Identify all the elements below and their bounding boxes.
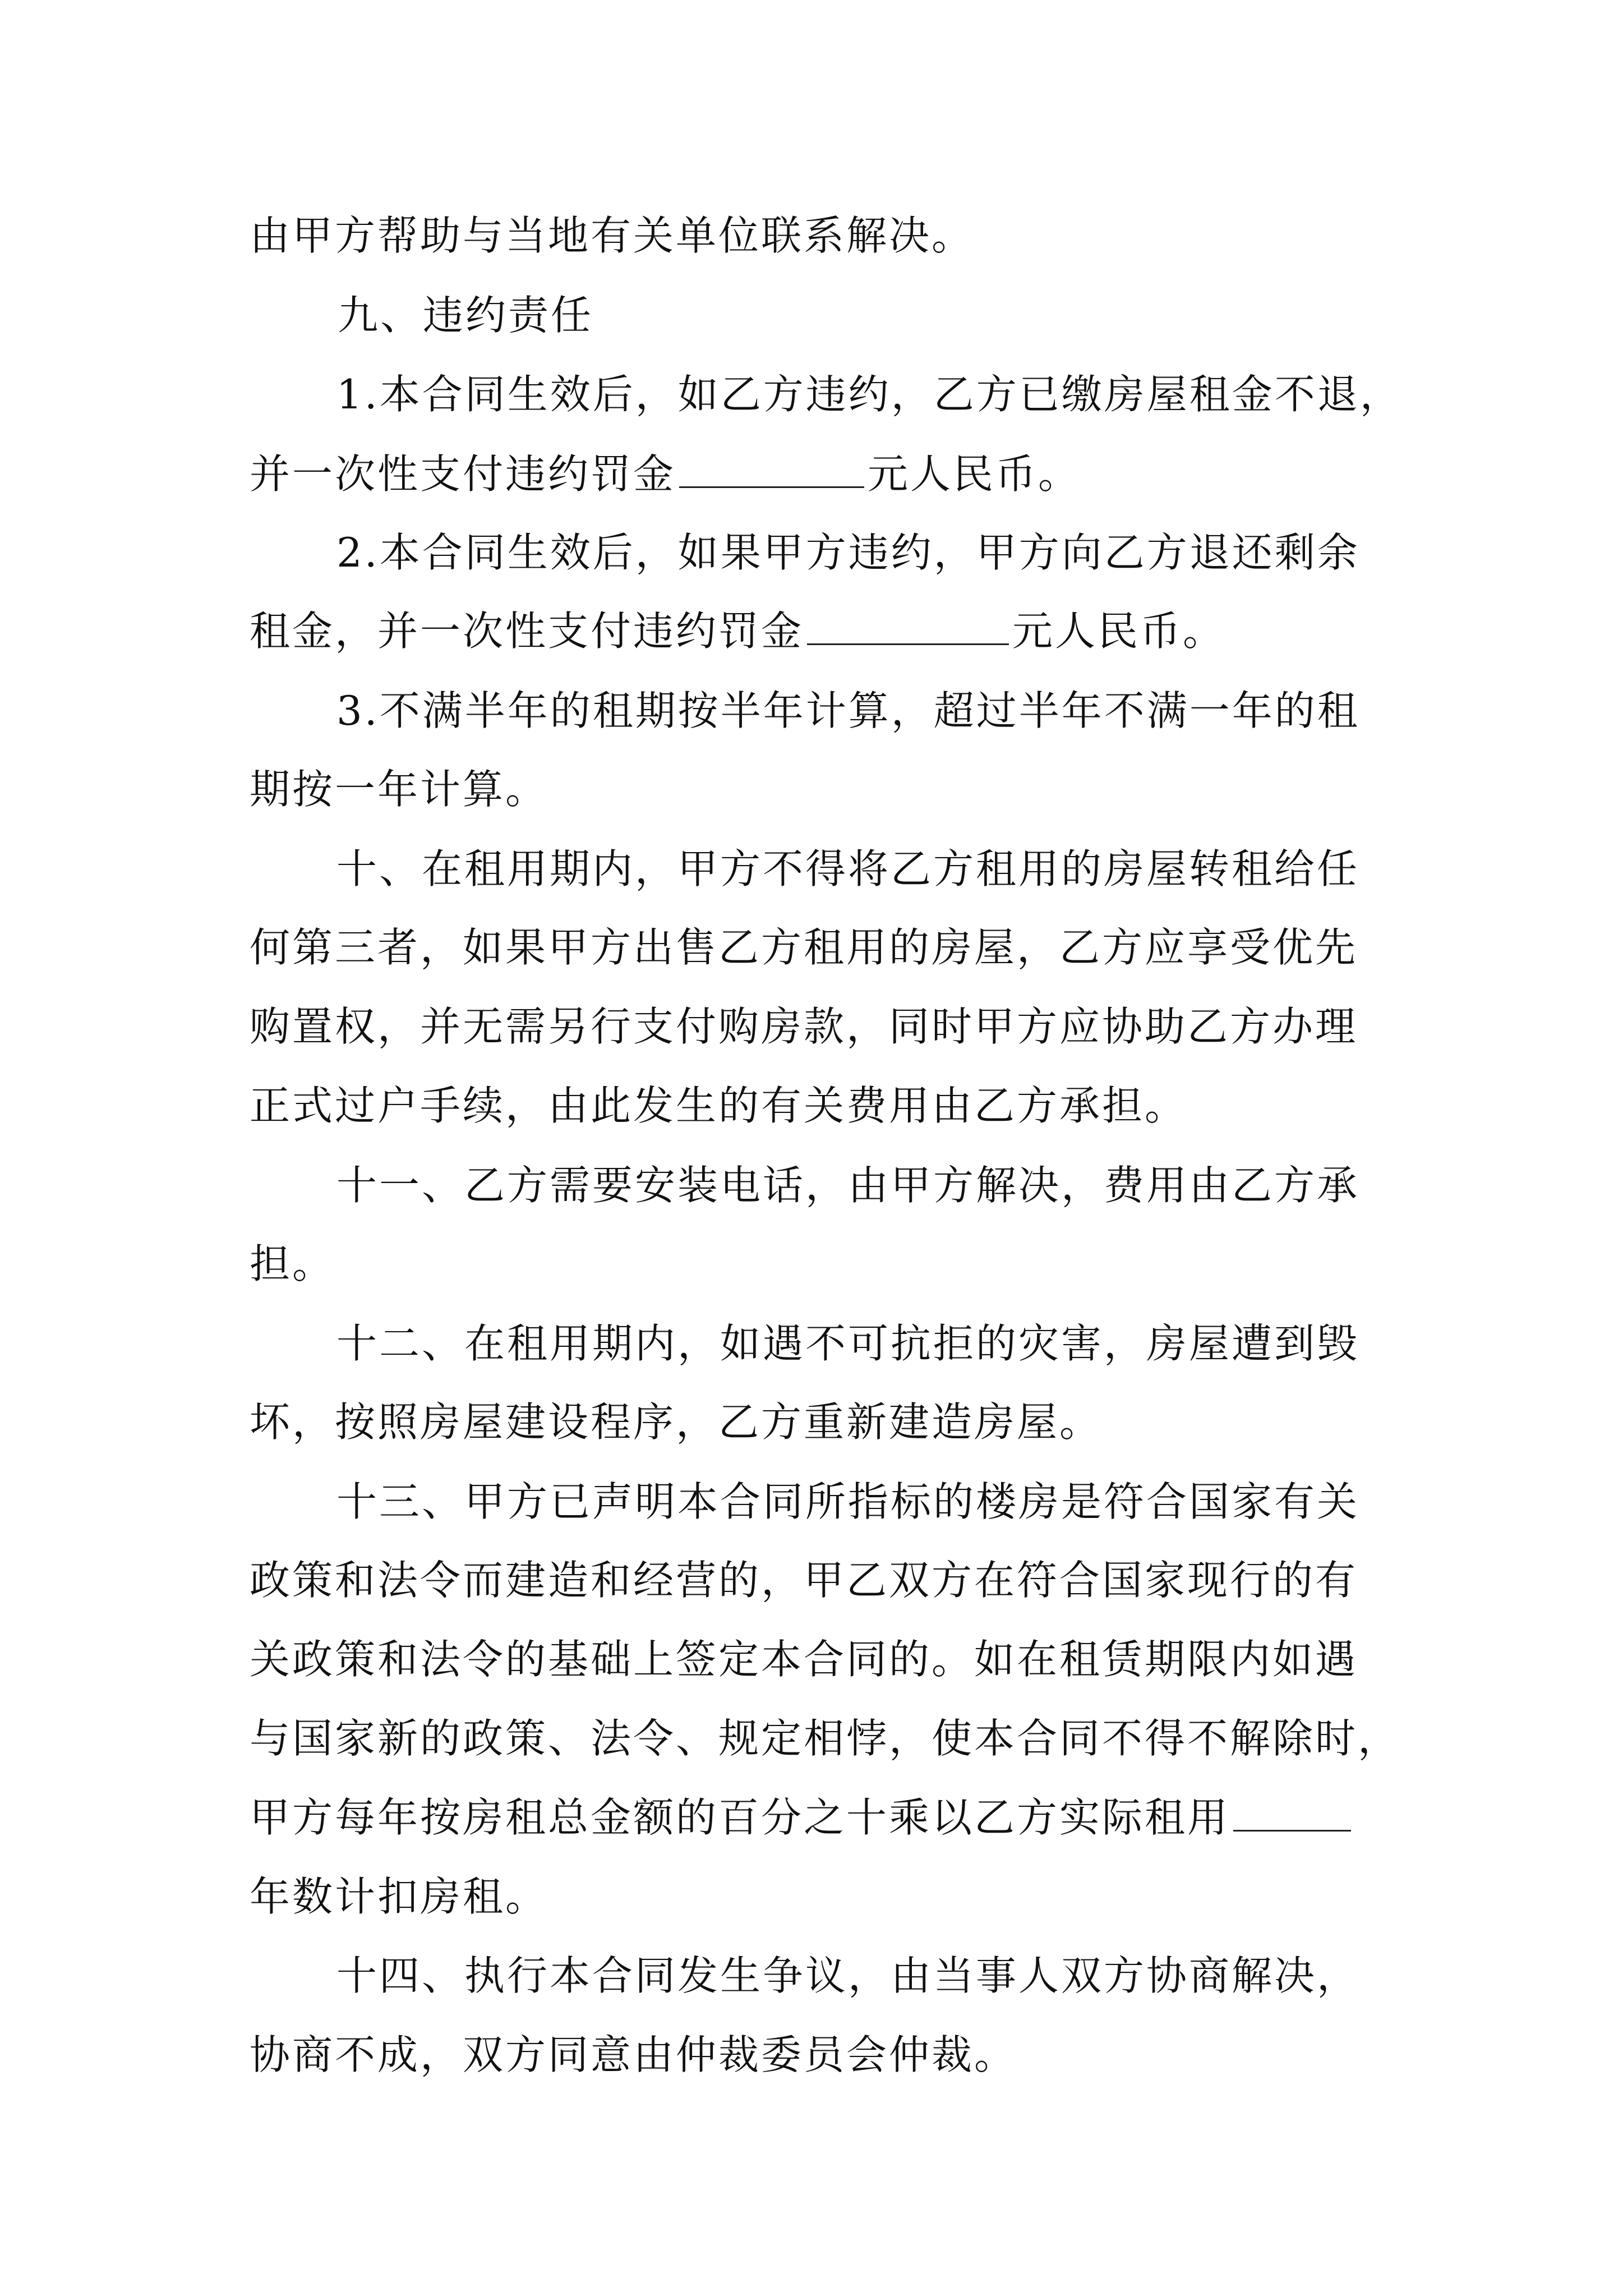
- text-line: 期按一年计算。: [250, 766, 548, 813]
- text-line: 协商不成，双方同意由仲裁委员会仲裁。: [250, 2031, 1017, 2078]
- text-line: 3.不满半年的租期按半年计算，超过半年不满一年的租: [336, 687, 1360, 734]
- text-line: 正式过户手续，由此发生的有关费用由乙方承担。: [250, 1082, 1188, 1129]
- fill-in-blank: [807, 609, 1009, 645]
- text-line: 与国家新的政策、法令、规定相悖，使本合同不得不解除时，: [250, 1715, 1401, 1762]
- text-line: 购置权，并无需另行支付购房款，同时甲方应协助乙方办理: [250, 1003, 1358, 1050]
- fill-in-blank: [1233, 1795, 1351, 1832]
- text-line: 十、在租用期内，甲方不得将乙方租用的房屋转租给任: [336, 845, 1360, 892]
- text-line: 十四、执行本合同发生争议，由当事人双方协商解决，: [336, 1952, 1360, 1999]
- text-segment: 租金，并一次性支付违约罚金: [250, 608, 804, 655]
- text-line: 坏，按照房屋建设程序，乙方重新建造房屋。: [250, 1398, 1103, 1446]
- text-line: 担。: [250, 1240, 335, 1287]
- text-line: 1.本合同生效后，如乙方违约，乙方已缴房屋租金不退，: [336, 371, 1403, 418]
- text-line: 何第三者，如果甲方出售乙方租用的房屋，乙方应享受优先: [250, 924, 1358, 971]
- text-line: [250, 1792, 1354, 1843]
- text-line: 政策和法令而建造和经营的，甲乙双方在符合国家现行的有: [250, 1557, 1358, 1604]
- fill-in-blank: [679, 452, 864, 488]
- text-line: 十三、甲方已声明本合同所指标的楼房是符合国家有关: [336, 1478, 1360, 1525]
- text-line: [250, 606, 1225, 656]
- text-line: 九、违约责任: [338, 292, 594, 339]
- text-segment: 并一次性支付违约罚金: [250, 450, 676, 498]
- text-segment: 甲方每年按房租总金额的百分之十乘以乙方实际租用: [250, 1794, 1230, 1841]
- text-segment: 元人民币。: [868, 450, 1081, 498]
- text-line: 十二、在租用期内，如遇不可抗拒的灾害，房屋遭到毁: [336, 1320, 1360, 1367]
- text-line: 年数计扣房租。: [250, 1873, 548, 1920]
- text-line: 关政策和法令的基础上签定本合同的。如在租赁期限内如遇: [250, 1636, 1358, 1683]
- text-line: 由甲方帮助与当地有关单位联系解决。: [250, 212, 975, 259]
- text-line: [250, 449, 1081, 499]
- text-segment: 元人民币。: [1012, 608, 1226, 655]
- text-line: 2.本合同生效后，如果甲方违约，甲方向乙方退还剩余: [336, 529, 1360, 576]
- text-line: 十一、乙方需要安装电话，由甲方解决，费用由乙方承: [336, 1162, 1360, 1209]
